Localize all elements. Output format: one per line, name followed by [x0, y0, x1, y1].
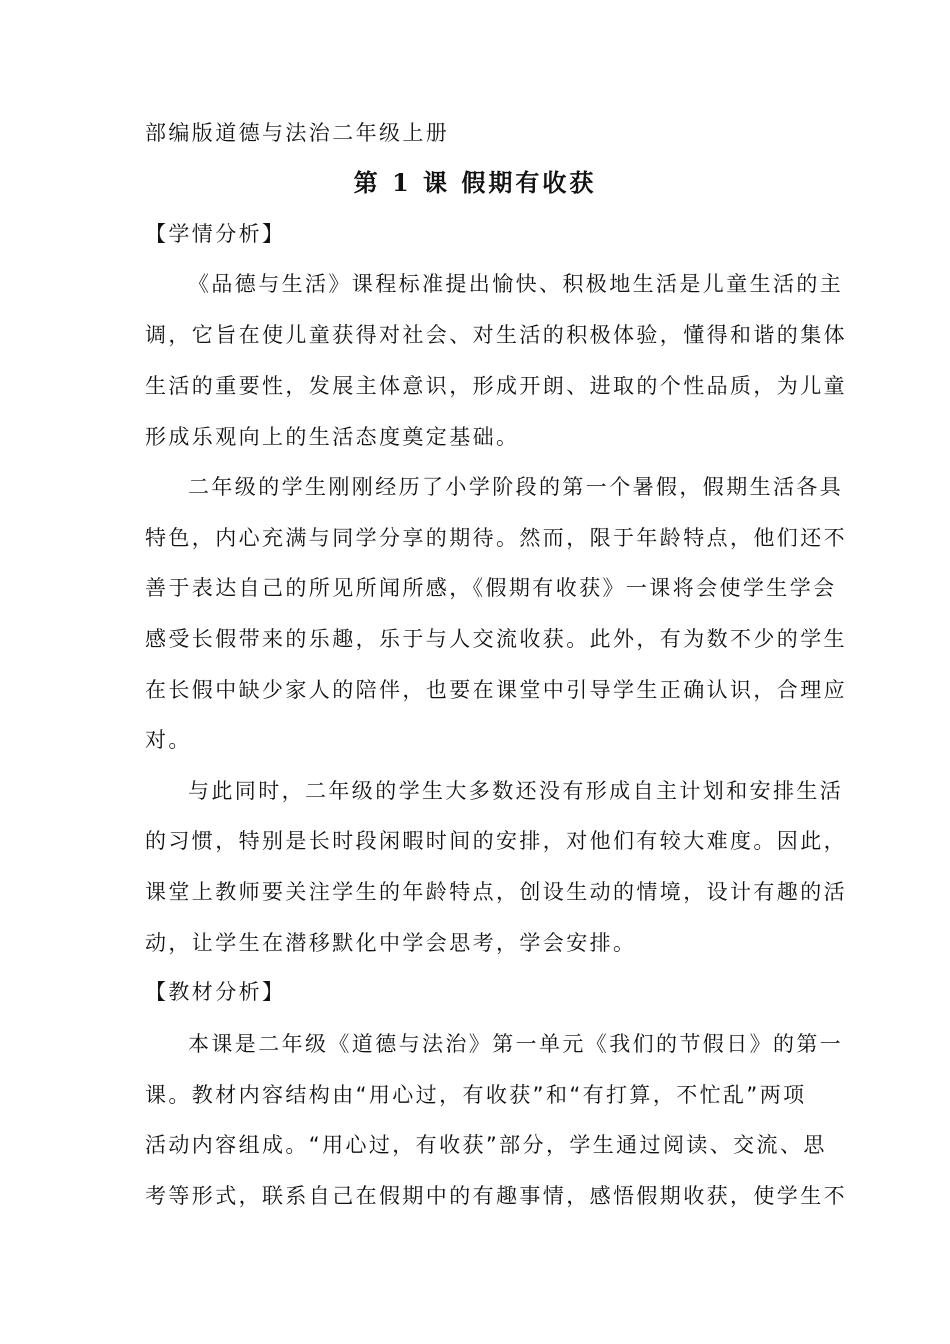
paragraph-line: 生活的重要性，发展主体意识，形成开朗、进取的个性品质，为儿童 — [145, 374, 847, 398]
paragraph-line: 调，它旨在使儿童获得对社会、对生活的积极体验，懂得和谐的集体 — [145, 323, 847, 347]
paragraph-line: 动，让学生在潜移默化中学会思考，学会安排。 — [145, 931, 637, 955]
paragraph-line: 考等形式，联系自己在假期中的有趣事情，感悟假期收获，使学生不 — [145, 1184, 847, 1208]
book-title: 部编版道德与法治二年级上册 — [145, 121, 450, 145]
lesson-title: 第 1 课 假期有收获 — [353, 168, 597, 197]
paragraph-line: 感受长假带来的乐趣，乐于与人交流收获。此外，有为数不少的学生 — [145, 627, 847, 651]
paragraph-line: 的习惯，特别是长时段闲暇时间的安排，对他们有较大难度。因此， — [145, 829, 847, 853]
paragraph-line: 课堂上教师要关注学生的年龄特点，创设生动的情境，设计有趣的活 — [145, 880, 847, 904]
paragraph-line: 形成乐观向上的生活态度奠定基础。 — [145, 425, 520, 449]
paragraph-line: 对。 — [145, 728, 192, 752]
paragraph-line: 特色，内心充满与同学分享的期待。然而，限于年龄特点，他们还不 — [145, 526, 847, 550]
paragraph-line: 《品德与生活》课程标准提出愉快、积极地生活是儿童生活的主 — [188, 272, 844, 296]
paragraph-line: 课。教材内容结构由“用心过，有收获”和“有打算，不忙乱”两项 — [145, 1083, 807, 1107]
section-heading: 【学情分析】 — [145, 222, 286, 246]
paragraph-line: 二年级的学生刚刚经历了小学阶段的第一个暑假，假期生活各具 — [188, 475, 844, 499]
paragraph-line: 善于表达自己的所见所闻所感，《假期有收获》一课将会使学生学会 — [145, 576, 837, 600]
paragraph-line: 本课是二年级《道德与法治》第一单元《我们的节假日》的第一 — [188, 1032, 844, 1056]
paragraph-line: 在长假中缺少家人的陪伴，也要在课堂中引导学生正确认识，合理应 — [145, 678, 847, 702]
paragraph-line: 与此同时，二年级的学生大多数还没有形成自主计划和安排生活 — [188, 779, 844, 803]
paragraph-line: 活动内容组成。“用心过，有收获”部分，学生通过阅读、交流、思 — [145, 1133, 827, 1157]
section-heading: 【教材分析】 — [145, 980, 286, 1004]
